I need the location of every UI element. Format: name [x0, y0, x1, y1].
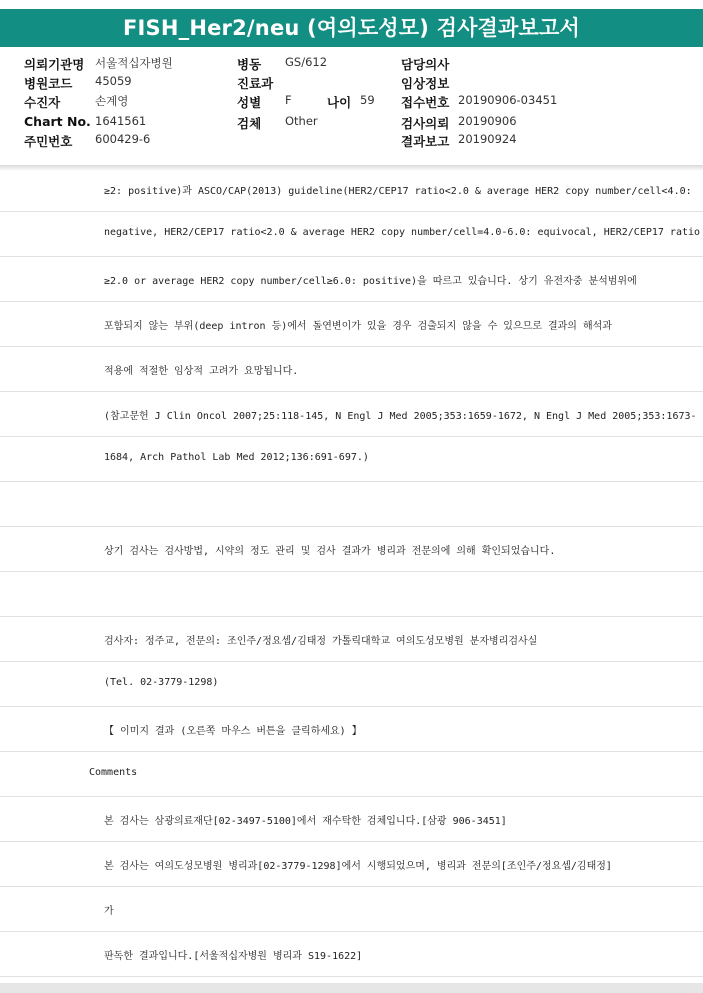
report-line: 1684, Arch Pathol Lab Med 2012;136:691-697.): [0, 438, 703, 482]
report-body: [0, 168, 703, 983]
clinical-info-label: 임상정보: [401, 76, 450, 91]
sex-value: F: [285, 93, 292, 107]
age-value: 59: [360, 93, 375, 107]
report-line: 본 검사는 여의도성모병원 병리과[02-3779-1298]에서 시행되었으며, 병리과 전문의[조인주/정요셉/김태정]: [0, 843, 703, 887]
report-line: 검사자: 정주교, 전문의: 조인주/정요셉/김태정 가톨릭대학교 여의도성모병원 분자병리검사실: [0, 618, 703, 662]
specimen-label: 검체: [237, 116, 262, 131]
report-line: negative, HER2/CEP17 ratio<2.0 & average HER2 copy number/cell=4.0-6.0: equivocal, HER2/CEP17 ratio: [0, 213, 703, 257]
age-label: 나이: [327, 95, 352, 110]
report-date-label: 결과보고: [401, 134, 450, 149]
report-line: (Tel. 02-3779-1298): [0, 663, 703, 707]
hospital-code-value: 45059: [95, 74, 132, 88]
image-result-link[interactable]: 【 이미지 결과 (오른쪽 마우스 버튼을 클릭하세요) 】: [0, 708, 703, 752]
report-line: 상기 검사는 검사방법, 시약의 정도 관리 및 검사 결과가 병리과 전문의에 의해 확인되었습니다.: [0, 528, 703, 572]
report-line: [0, 573, 703, 617]
doctor-label: 담당의사: [401, 57, 450, 72]
report-date-value: 20190924: [458, 132, 517, 146]
request-label: 검사의뢰: [401, 116, 450, 131]
institution-label: 의뢰기관명: [24, 57, 85, 72]
id-value: 600429-6: [95, 132, 151, 146]
report-line: [0, 483, 703, 527]
patient-label: 수진자: [24, 95, 61, 110]
report-line: 가: [0, 888, 703, 932]
report-line: 판독한 결과입니다.[서울적십자병원 병리과 S19-1622]: [0, 933, 703, 977]
request-value: 20190906: [458, 114, 517, 128]
report-title: FISH_Her2/neu (여의도성모) 검사결과보고서: [0, 9, 703, 47]
dept-label: 진료과: [237, 76, 274, 91]
patient-info-header: [0, 47, 703, 166]
specimen-value: Other: [285, 114, 318, 128]
institution-value: 서울적십자병원: [95, 56, 173, 70]
comments-heading: Comments: [0, 753, 703, 797]
chart-value: 1641561: [95, 114, 147, 128]
patient-value: 손계영: [95, 94, 129, 108]
id-label: 주민번호: [24, 134, 73, 149]
report-line: 적용에 적절한 임상적 고려가 요망됩니다.: [0, 348, 703, 392]
page-footer: [0, 983, 703, 993]
sex-label: 성별: [237, 95, 262, 110]
receipt-label: 접수번호: [401, 95, 450, 110]
report-line: (참고문헌 J Clin Oncol 2007;25:118-145, N Engl J Med 2005;353:1659-1672, N Engl J Med 2005;353:1673-: [0, 393, 703, 437]
ward-value: GS/612: [285, 55, 328, 69]
report-line: ≥2: positive)과 ASCO/CAP(2013) guideline(HER2/CEP17 ratio<2.0 & average HER2 copy number/cell<4.0:: [0, 168, 703, 212]
chart-label: Chart No.: [24, 114, 91, 129]
report-line: ≥2.0 or average HER2 copy number/cell≥6.0: positive)을 따르고 있습니다. 상기 유전자중 분석범위에: [0, 258, 703, 302]
receipt-value: 20190906-03451: [458, 93, 558, 107]
hospital-code-label: 병원코드: [24, 76, 73, 91]
report-line: 본 검사는 삼광의료재단[02-3497-5100]에서 재수탁한 검체입니다.[삼광 906-3451]: [0, 798, 703, 842]
report-line: 포함되지 않는 부위(deep intron 등)에서 돌연변이가 있을 경우 검출되지 않을 수 있으므로 결과의 해석과: [0, 303, 703, 347]
ward-label: 병동: [237, 57, 262, 72]
